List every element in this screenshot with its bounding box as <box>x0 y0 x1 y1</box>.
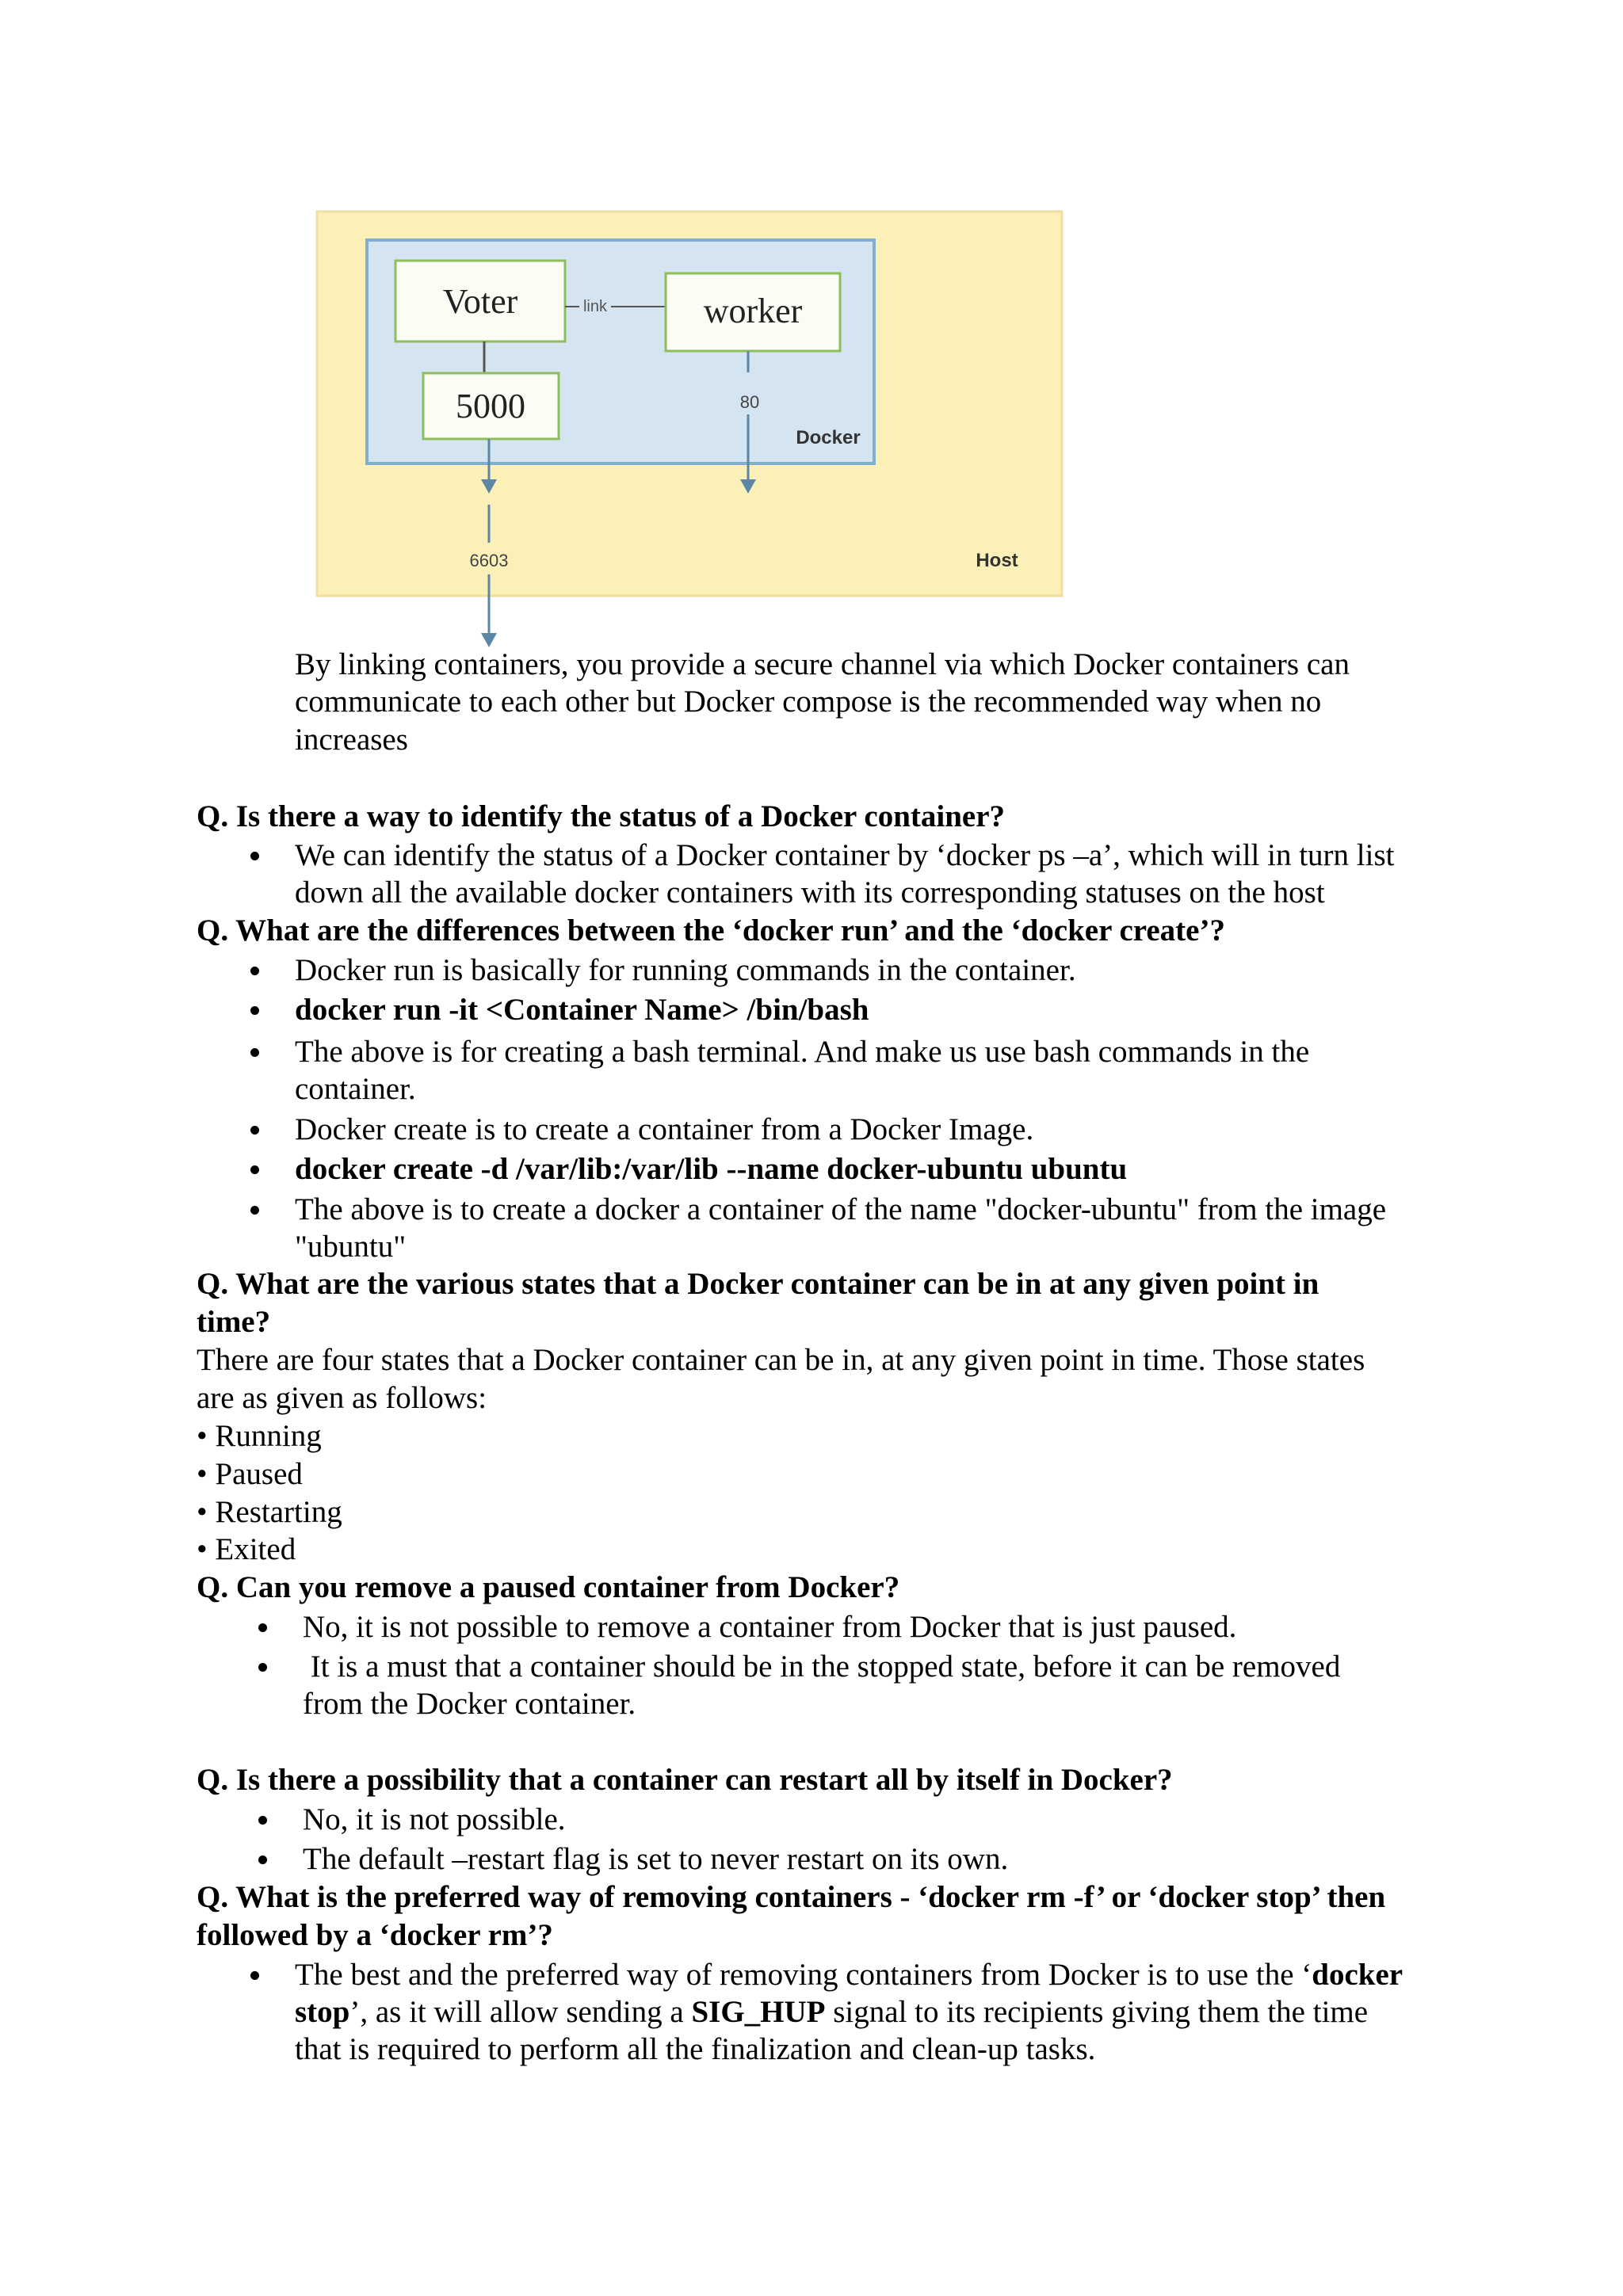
intro-line-3: increases <box>295 723 408 757</box>
state-paused: • Paused <box>197 1457 303 1491</box>
port-5000-label: 5000 <box>456 387 525 425</box>
q3-heading-line-1: Q. What are the various states that a Docker container can be in at any given point in <box>197 1267 1319 1301</box>
q3-paragraph-line-2: are as given as follows: <box>197 1381 487 1415</box>
q3-heading-line-2: time? <box>197 1305 271 1339</box>
docker-link-diagram <box>313 210 1066 654</box>
intro-line-2: communicate to each other but Docker compose is the recommended way when no <box>295 685 1322 719</box>
intro-line-1: By linking containers, you provide a secure channel via which Docker containers can <box>295 647 1350 681</box>
host-label: Host <box>976 550 1018 571</box>
worker-label: worker <box>703 292 803 330</box>
q4-heading: Q. Can you remove a paused container from Docker? <box>197 1570 900 1604</box>
port-80-label: 80 <box>739 392 760 412</box>
voter-label: Voter <box>442 282 518 321</box>
q5-heading: Q. Is there a possibility that a container can restart all by itself in Docker? <box>197 1763 1173 1797</box>
state-exited: • Exited <box>197 1532 296 1566</box>
state-restarting: • Restarting <box>197 1495 342 1529</box>
q6-heading-line-2: followed by a ‘docker rm’? <box>197 1918 553 1952</box>
q1-heading: Q. Is there a way to identify the status of a Docker container? <box>197 799 1006 833</box>
link-label: link <box>582 298 608 315</box>
port-6603-label: 6603 <box>469 551 509 570</box>
q3-paragraph-line-1: There are four states that a Docker container can be in, at any given point in time. Those states <box>197 1343 1365 1377</box>
state-running: • Running <box>197 1419 322 1453</box>
q2-heading: Q. What are the differences between the ‘docker run’ and the ‘docker create’? <box>197 913 1225 948</box>
docker-label: Docker <box>796 427 861 448</box>
q6-heading-line-1: Q. What is the preferred way of removing containers - ‘docker rm -f’ or ‘docker stop’ then <box>197 1880 1386 1914</box>
